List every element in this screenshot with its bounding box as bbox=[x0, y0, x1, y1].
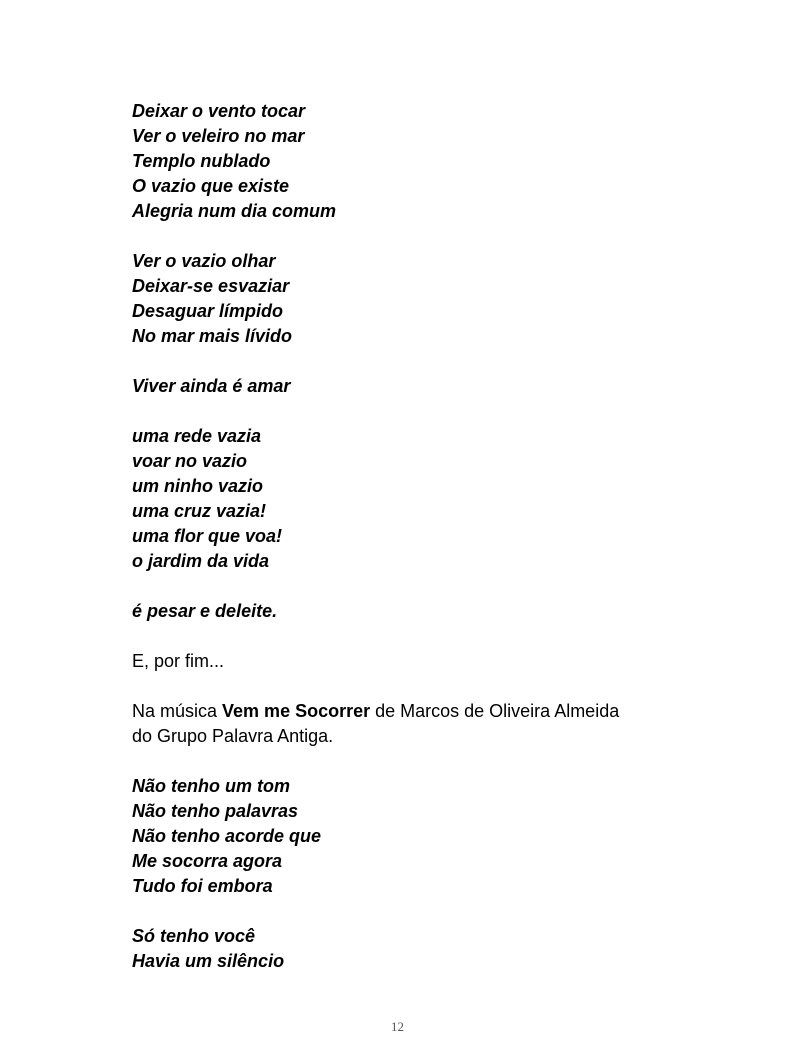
document-body bbox=[132, 99, 732, 999]
verse-line: uma cruz vazia! bbox=[132, 501, 267, 521]
poem1-stanza-1 bbox=[132, 99, 732, 224]
verse-line: Deixar o vento tocar bbox=[132, 101, 306, 121]
verse-line: voar no vazio bbox=[132, 451, 248, 471]
intro-line-2: do Grupo Palavra Antiga. bbox=[132, 726, 334, 746]
intro-paragraph bbox=[132, 699, 732, 749]
poem1-stanza-4 bbox=[132, 424, 732, 574]
song-title: Vem me Socorrer bbox=[222, 701, 371, 721]
intro-before: Na música bbox=[132, 701, 223, 721]
verse-line: o jardim da vida bbox=[132, 551, 270, 571]
verse-line: um ninho vazio bbox=[132, 476, 264, 496]
verse-line: uma rede vazia bbox=[132, 426, 262, 446]
verse-line: Ver o vazio olhar bbox=[132, 251, 276, 271]
verse-line: é pesar e deleite. bbox=[132, 601, 278, 621]
poem1-stanza-2 bbox=[132, 249, 732, 349]
verse-line: Tudo foi embora bbox=[132, 876, 273, 896]
verse-line: Deixar-se esvaziar bbox=[132, 276, 290, 296]
verse-line: No mar mais lívido bbox=[132, 326, 293, 346]
verse-line: Desaguar límpido bbox=[132, 301, 284, 321]
intro-line-1 bbox=[132, 699, 732, 724]
poem1-stanza-5 bbox=[132, 599, 732, 624]
page-number: 12 bbox=[391, 1019, 404, 1034]
transition-text: E, por fim... bbox=[132, 651, 225, 671]
verse-line: Não tenho um tom bbox=[132, 776, 290, 796]
transition-paragraph bbox=[132, 649, 732, 674]
verse-line: Templo nublado bbox=[132, 151, 271, 171]
verse-line: Não tenho palavras bbox=[132, 801, 299, 821]
verse-line: Havia um silêncio bbox=[132, 951, 285, 971]
poem2-stanza-2 bbox=[132, 924, 732, 974]
poem1-stanza-3 bbox=[132, 374, 732, 399]
verse-line: Me socorra agora bbox=[132, 851, 283, 871]
verse-line: Viver ainda é amar bbox=[132, 376, 291, 396]
verse-line: Alegria num dia comum bbox=[132, 201, 337, 221]
verse-line: O vazio que existe bbox=[132, 176, 290, 196]
intro-after: de Marcos de Oliveira Almeida bbox=[370, 701, 620, 721]
verse-line: Ver o veleiro no mar bbox=[132, 126, 305, 146]
verse-line: Não tenho acorde que bbox=[132, 826, 322, 846]
verse-line: uma flor que voa! bbox=[132, 526, 283, 546]
poem2-stanza-1 bbox=[132, 774, 732, 899]
verse-line: Só tenho você bbox=[132, 926, 256, 946]
